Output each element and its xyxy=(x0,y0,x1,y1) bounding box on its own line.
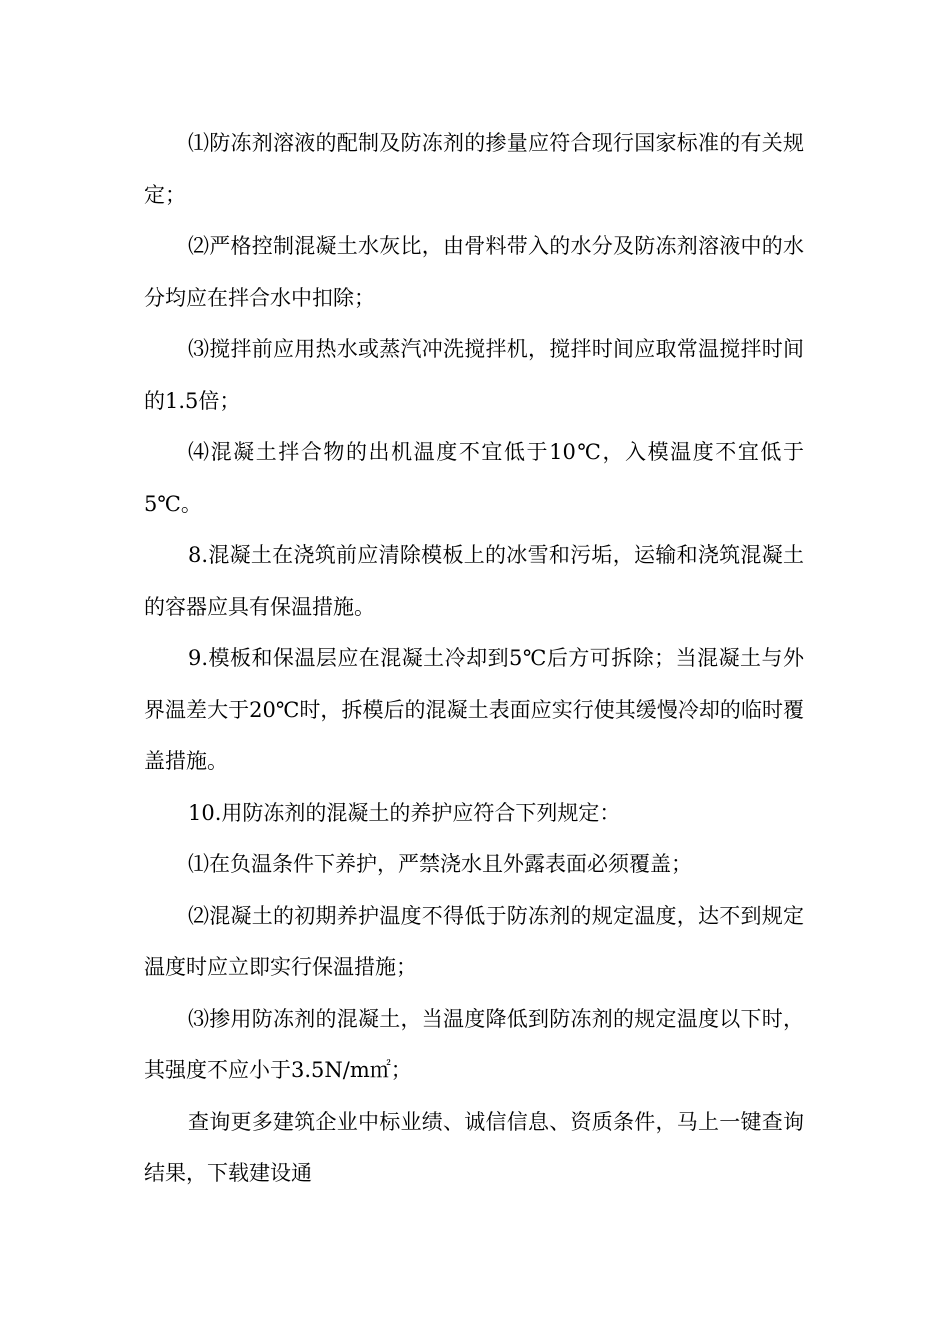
document-body xyxy=(144,118,804,1200)
paragraph-item-9: 9.模板和保温层应在混凝土冷却到5℃后方可拆除；当混凝土与外界温差大于20℃时，拆模后的混凝土表面应实行使其缓慢冷却的临时覆盖措施。 xyxy=(144,646,804,773)
paragraph-mix-temperature: ⑷混凝土拌合物的出机温度不宜低于10℃，入模温度不宜低于5℃。 xyxy=(144,440,804,516)
paragraph-item-10: 10.用防冻剂的混凝土的养护应符合下列规定： xyxy=(188,800,621,825)
paragraph-antifreeze-solution: ⑴防冻剂溶液的配制及防冻剂的掺量应符合现行国家标准的有关规定； xyxy=(144,131,804,207)
paragraph-water-cement-ratio: ⑵严格控制混凝土水灰比，由骨料带入的水分及防冻剂溶液中的水分均应在拌合水中扣除； xyxy=(144,234,804,310)
paragraph-mixer-rinse: ⑶搅拌前应用热水或蒸汽冲洗搅拌机，搅拌时间应取常温搅拌时间的1.5倍； xyxy=(144,337,804,413)
paragraph-strength-requirement: ⑶掺用防冻剂的混凝土，当温度降低到防冻剂的规定温度以下时，其强度不应小于3.5N/m㎡； xyxy=(144,1006,804,1082)
paragraph-item-8: 8.混凝土在浇筑前应清除模板上的冰雪和污垢，运输和浇筑混凝土的容器应具有保温措施。 xyxy=(144,543,804,619)
paragraph-initial-curing-temp: ⑵混凝土的初期养护温度不得低于防冻剂的规定温度，达不到规定温度时应立即实行保温措施； xyxy=(144,903,804,979)
paragraph-promo: 查询更多建筑企业中标业绩、诚信信息、资质条件，马上一键查询结果，下载建设通 xyxy=(144,1109,804,1185)
paragraph-negative-temp-curing: ⑴在负温条件下养护，严禁浇水且外露表面必须覆盖； xyxy=(188,852,692,876)
